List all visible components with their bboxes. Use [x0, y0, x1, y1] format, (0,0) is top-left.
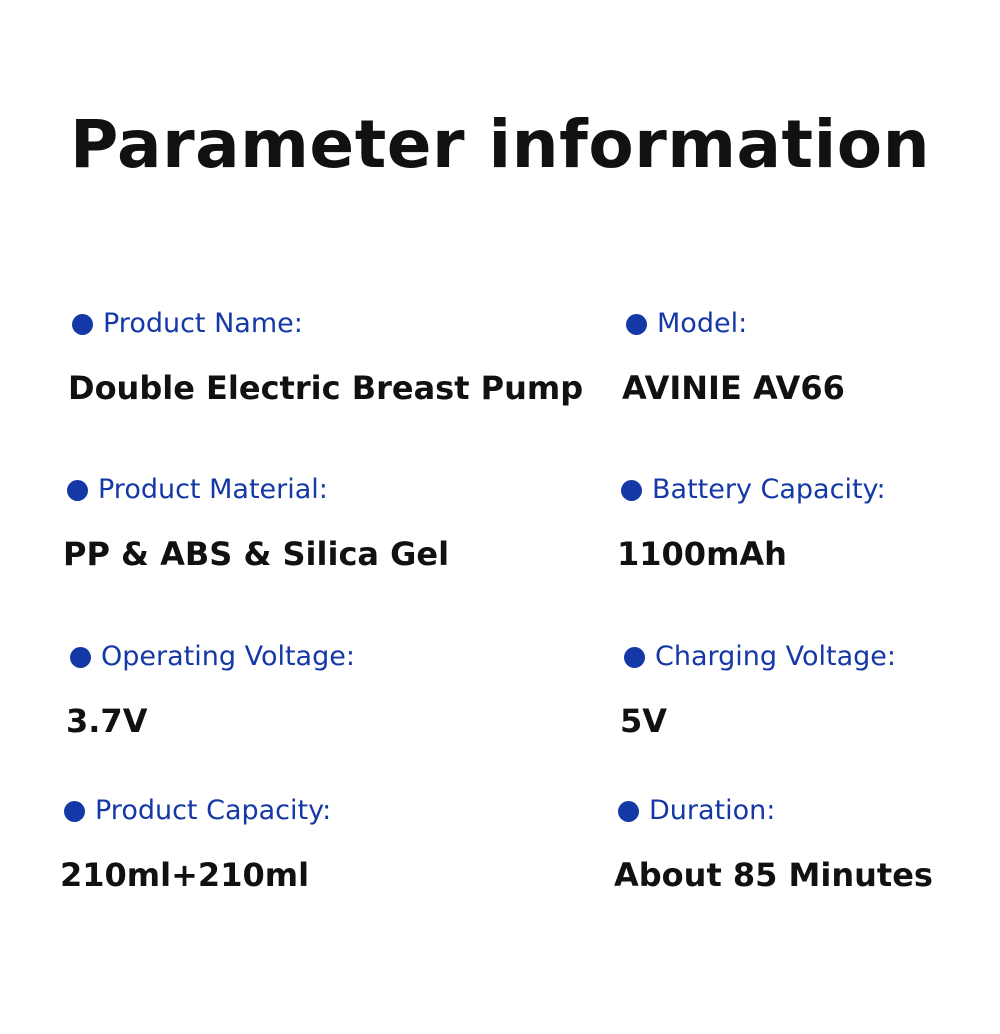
param-label-row	[626, 307, 845, 341]
param-duration	[614, 794, 933, 895]
param-value: PP & ABS & Silica Gel	[63, 535, 450, 573]
bullet-dot-icon	[621, 480, 642, 501]
param-label-row	[618, 794, 933, 828]
bullet-dot-icon	[64, 801, 85, 822]
param-value: AVINIE AV66	[622, 369, 845, 407]
param-label-row	[621, 473, 886, 507]
page-title: Parameter information	[69, 106, 931, 183]
bullet-dot-icon	[67, 480, 88, 501]
param-label-row	[67, 473, 449, 507]
param-label-row	[70, 640, 355, 674]
param-value: 210ml+210ml	[60, 856, 310, 894]
bullet-dot-icon	[618, 801, 639, 822]
param-label-row	[624, 640, 896, 674]
bullet-dot-icon	[624, 647, 645, 668]
param-label: Charging Voltage:	[655, 641, 896, 672]
param-value: 1100mAh	[617, 535, 787, 573]
param-product-name	[68, 307, 584, 408]
param-model	[622, 307, 845, 408]
param-label: Product Capacity:	[95, 795, 332, 826]
param-value: 5V	[620, 702, 668, 740]
bullet-dot-icon	[626, 314, 647, 335]
bullet-dot-icon	[70, 647, 91, 668]
param-product-capacity	[60, 794, 332, 895]
param-label: Product Material:	[98, 474, 328, 505]
param-label: Battery Capacity:	[652, 474, 886, 505]
param-label-row	[64, 794, 331, 828]
param-product-material	[63, 473, 450, 574]
param-operating-voltage	[66, 640, 355, 741]
param-label: Duration:	[649, 795, 776, 826]
param-value: Double Electric Breast Pump	[68, 369, 584, 407]
param-value: About 85 Minutes	[614, 856, 933, 894]
bullet-dot-icon	[72, 314, 93, 335]
param-value: 3.7V	[66, 702, 148, 740]
param-label-row	[72, 307, 583, 341]
param-battery-capacity	[617, 473, 886, 574]
param-label: Model:	[657, 308, 748, 339]
param-label: Product Name:	[103, 308, 303, 339]
param-charging-voltage	[620, 640, 896, 741]
param-label: Operating Voltage:	[101, 641, 355, 672]
